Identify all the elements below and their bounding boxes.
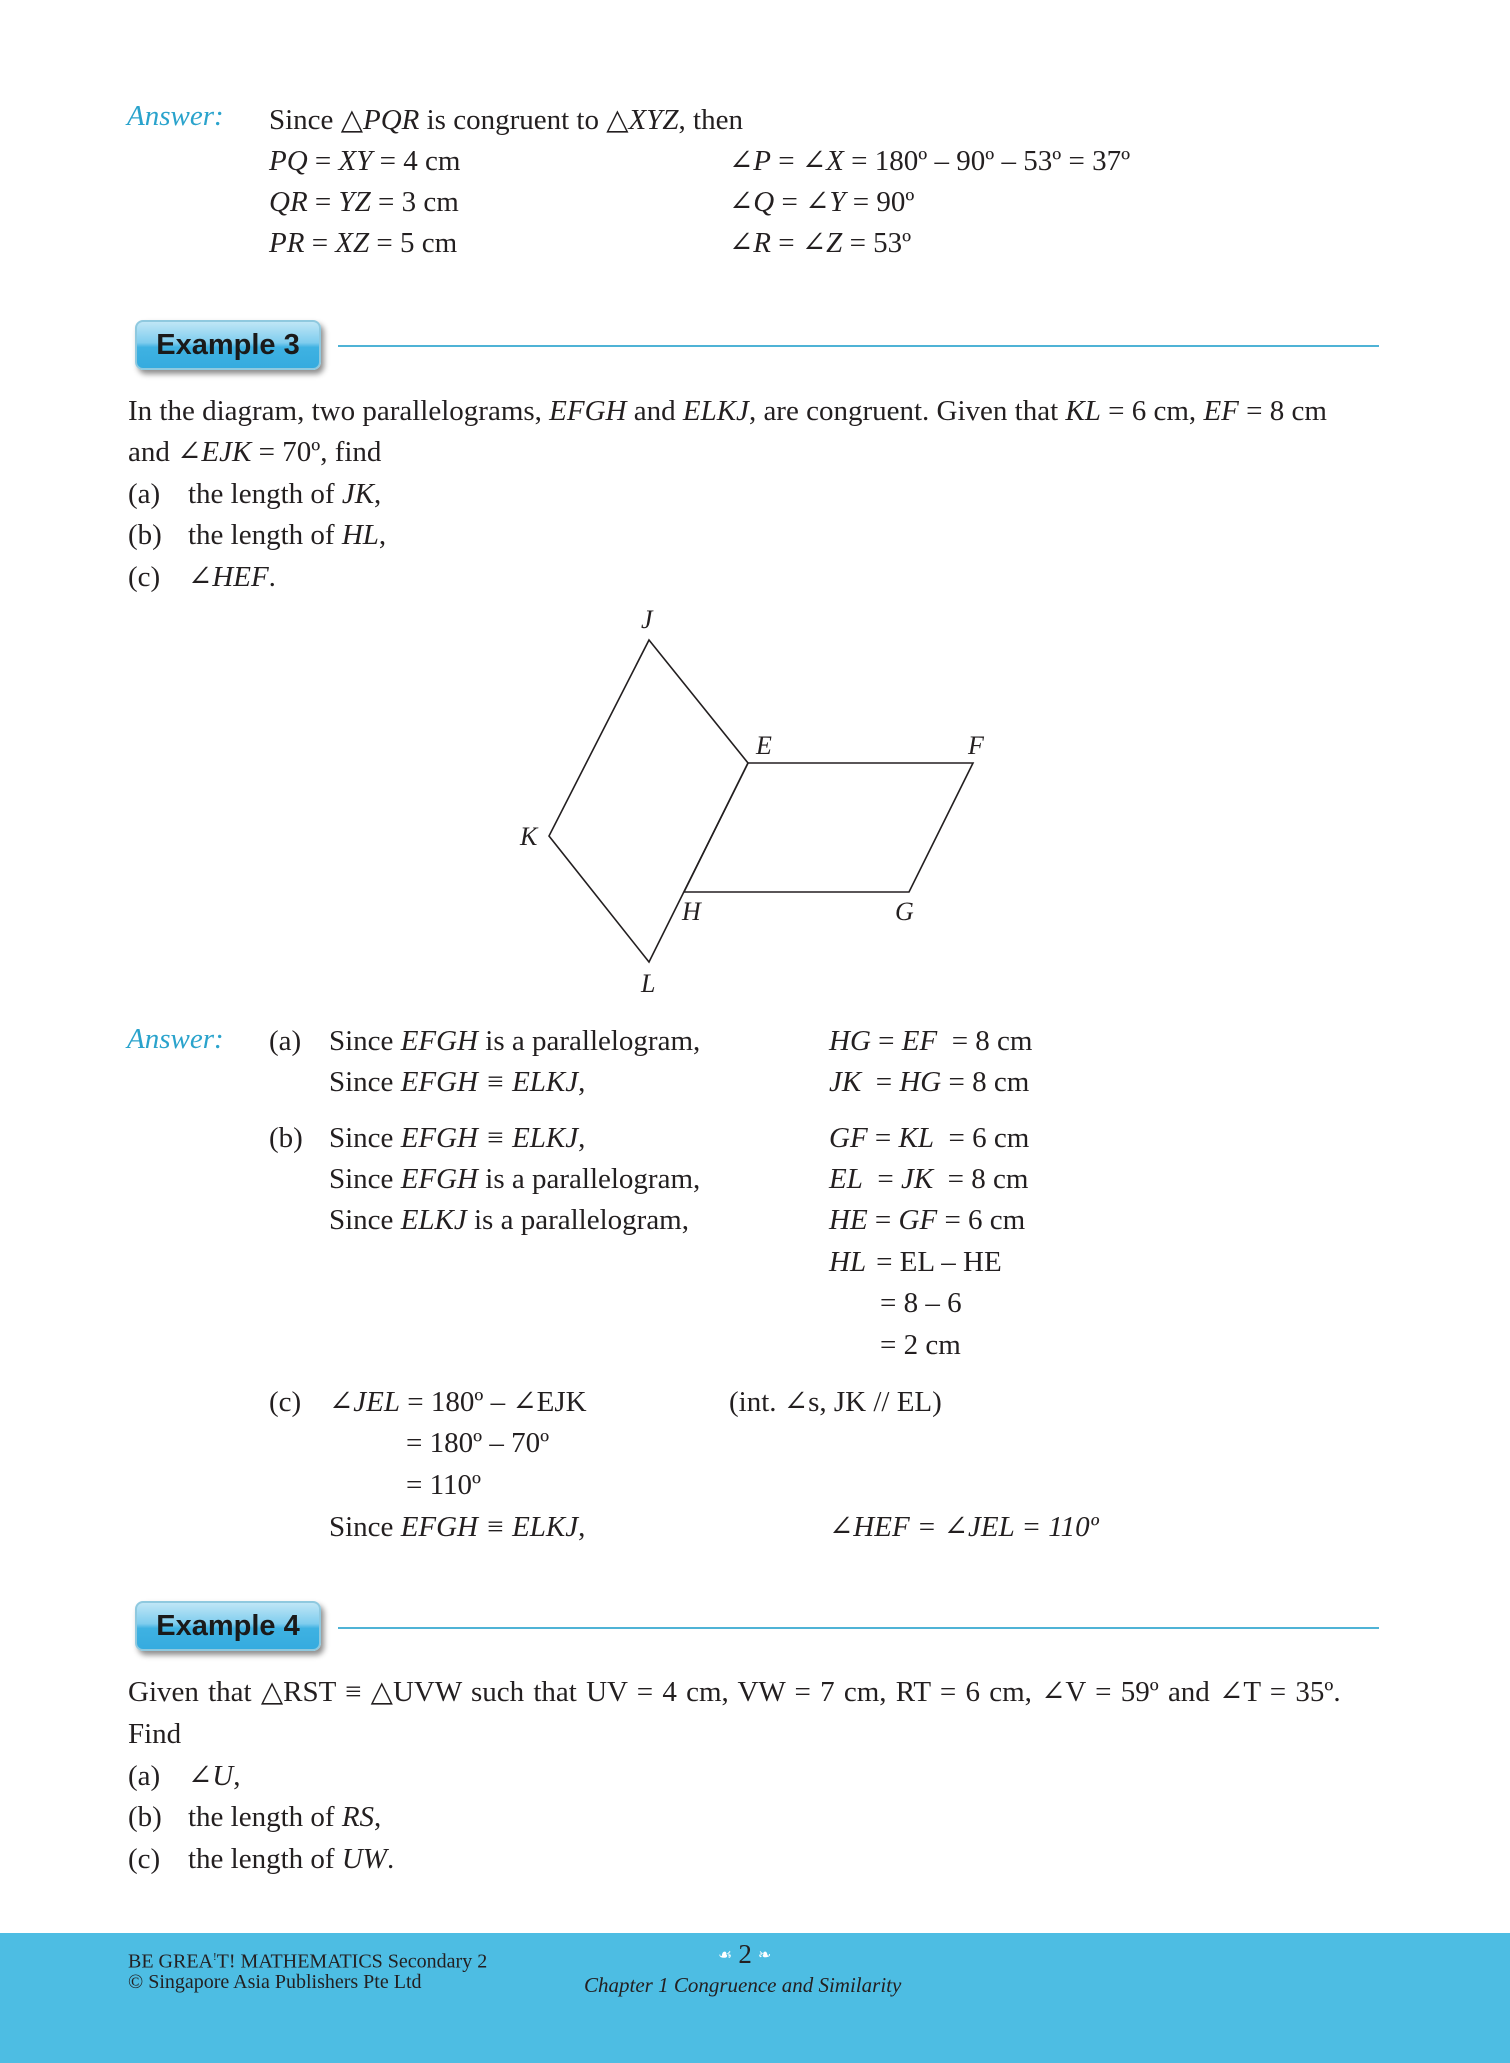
page-number-group <box>718 1939 771 1970</box>
answer-part-c-label: (c) <box>269 1386 302 1418</box>
answer-c-reason: (int. ∠s, JK // EL) <box>729 1386 942 1418</box>
answer-c-final-rhs: ∠HEF = ∠JEL = 110º <box>829 1511 1099 1543</box>
answer-side-qr: QR = YZ = 3 cm <box>269 186 459 218</box>
answer-b-rhs-1: GF = KL = 6 cm <box>829 1122 1030 1154</box>
parallelogram-elkj <box>549 640 748 962</box>
answer-c-line-1: ∠JEL = 180º – ∠EJK <box>329 1386 587 1418</box>
vertex-label-f: F <box>968 731 984 760</box>
answer-intro: Since △PQR is congruent to △XYZ, then <box>269 104 743 136</box>
answer-c-final: Since EFGH ≡ ELKJ, <box>329 1511 586 1543</box>
ornament-left-icon: ☙ <box>718 1946 733 1964</box>
example-4-badge: Example 4 <box>135 1601 321 1651</box>
answer-a-rhs-1: HG = EF = 8 cm <box>829 1025 1033 1057</box>
copyright: © Singapore Asia Publishers Pte Ltd <box>128 1971 422 1993</box>
vertex-label-h: H <box>682 897 701 926</box>
answer-part-a-label: (a) <box>269 1025 302 1057</box>
answer-a-line-1: Since EFGH is a parallelogram, <box>329 1025 701 1057</box>
vertex-label-j: J <box>641 605 653 634</box>
answer-part-b-label: (b) <box>269 1122 303 1154</box>
example-3-badge: Example 3 <box>135 320 321 370</box>
example-4-question: Given that △RST ≡ △UVW such that UV = 4 cm, VW = 7 cm, RT = 6 cm, ∠V = 59º and ∠T = 35º. <box>128 1676 1341 1708</box>
example-3-part-a: (a) the length of JK, <box>128 478 382 510</box>
chapter-title: Chapter 1 Congruence and Similarity <box>584 1973 902 1997</box>
example-3-part-c: (c) ∠HEF. <box>128 561 276 593</box>
vertex-label-l: L <box>641 969 656 998</box>
answer-label: Answer: <box>127 100 224 132</box>
example-4-part-c: (c) the length of UW. <box>128 1843 395 1875</box>
section-divider-2 <box>338 1627 1379 1629</box>
page-footer <box>0 1933 1510 2063</box>
answer-b-calc-3: = 2 cm <box>880 1329 961 1361</box>
answer-c-line-2: = 180º – 70º <box>406 1427 550 1459</box>
answer-b-calc-1: HL = EL – HE <box>829 1246 1002 1278</box>
answer-a-rhs-2: JK = HG = 8 cm <box>829 1066 1030 1098</box>
answer-angle-p: ∠P = ∠X = 180º – 90º – 53º = 37º <box>729 145 1131 177</box>
example-3-part-b: (b) the length of HL, <box>128 519 387 551</box>
page-number: 2 <box>738 1939 752 1969</box>
answer-angle-q: ∠Q = ∠Y = 90º <box>729 186 915 218</box>
answer-side-pq: PQ = XY = 4 cm <box>269 145 461 177</box>
answer-side-pr: PR = XZ = 5 cm <box>269 227 458 259</box>
vertex-label-e: E <box>756 731 772 760</box>
vertex-label-g: G <box>895 897 914 926</box>
answer-b-rhs-2: EL = JK = 8 cm <box>829 1163 1029 1195</box>
answer-angle-r: ∠R = ∠Z = 53º <box>729 227 912 259</box>
answer-c-line-3: = 110º <box>406 1469 482 1501</box>
parallelogram-efgh <box>684 763 973 892</box>
example-3-question: In the diagram, two parallelograms, EFGH and ELKJ, are congruent. Given that KL = 6 cm, EF = 8 cm <box>128 395 1327 427</box>
parallelogram-diagram <box>0 0 1510 1010</box>
book-title: BE GREA!T! MATHEMATICS Secondary 2 <box>128 1950 488 1973</box>
example-4-question-cont: Find <box>128 1718 182 1750</box>
ornament-right-icon: ❧ <box>757 1946 772 1964</box>
example-3-question-cont: and ∠EJK = 70º, find <box>128 436 382 468</box>
answer-b-line-1: Since EFGH ≡ ELKJ, <box>329 1122 586 1154</box>
answer-b-rhs-3: HE = GF = 6 cm <box>829 1204 1026 1236</box>
answer-b-line-2: Since EFGH is a parallelogram, <box>329 1163 701 1195</box>
example-4-part-b: (b) the length of RS, <box>128 1801 382 1833</box>
answer-label-ex3: Answer: <box>127 1023 224 1055</box>
answer-b-line-3: Since ELKJ is a parallelogram, <box>329 1204 689 1236</box>
vertex-label-k: K <box>520 822 538 851</box>
answer-b-calc-2: = 8 – 6 <box>880 1287 962 1319</box>
example-4-part-a: (a) ∠U, <box>128 1760 241 1792</box>
answer-a-line-2: Since EFGH ≡ ELKJ, <box>329 1066 586 1098</box>
